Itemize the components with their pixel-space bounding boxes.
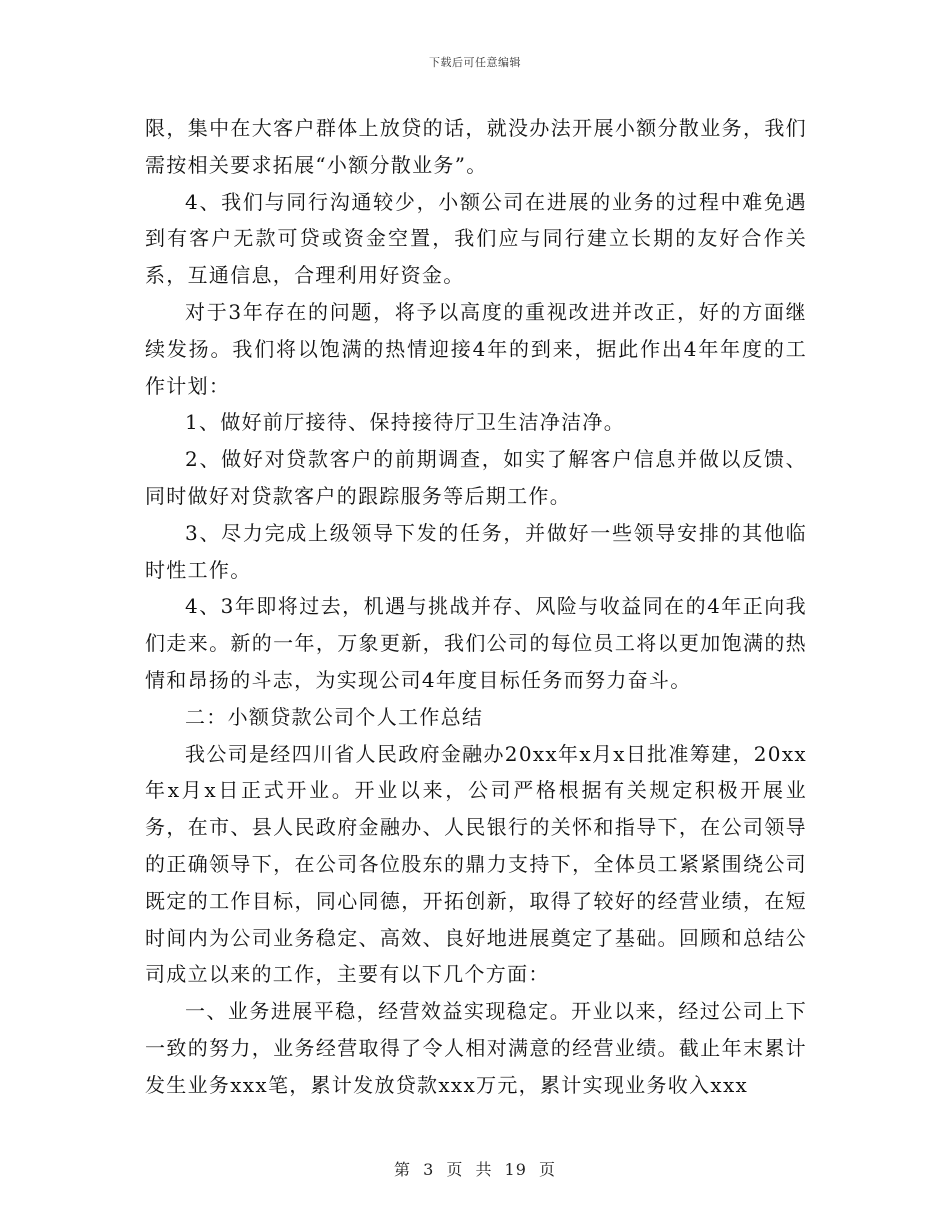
- paragraph-plan-item-3: 3、尽力完成上级领导下发的任务，并做好一些领导安排的其他临时性工作。: [145, 520, 807, 582]
- paragraph-plan-item-2: 2、做好对贷款客户的前期调查，如实了解客户信息并做以反馈、同时做好对贷款客户的跟踪服务等后期工作。: [145, 447, 807, 508]
- section-heading-2: 二：小额贷款公司个人工作总结: [185, 704, 484, 729]
- paragraph-plan-item-1: 1、做好前厅接待、保持接待厅卫生洁净洁净。: [185, 410, 626, 435]
- paragraph-company-intro: 我公司是经四川省人民政府金融办20xx年x月x日批准筹建，20xx年x月x日正式开业。开业以来，公司严格根据有关规定积极开展业务，在市、县人民政府金融办、人民银行的关怀和指导下，在公司领导的正确领导下，在公司各位股东的鼎力支持下，全体员工紧紧围绕公司既定的工作目标，同心同德，开拓创新，取得了较好的经营业绩，在短时间内为公司业务稳定、高效、良好地进展奠定了基础。回顾和总结公司成立以来的工作，主要有以下几个方面：: [145, 741, 807, 987]
- page-header-note: 下载后可任意编辑: [429, 56, 521, 69]
- paragraph-continuation: 限，集中在大客户群体上放贷的话，就没办法开展小额分散业务，我们需按相关要求拓展“小额分散业务”。: [145, 116, 807, 177]
- paragraph-plan-item-4: 4、3年即将过去，机遇与挑战并存、风险与收益同在的4年正向我们走来。新的一年，万象更新，我们公司的每位员工将以更加饱满的热情和昂扬的斗志，为实现公司4年度目标任务而努力奋斗。: [145, 594, 807, 692]
- document-body: [145, 110, 807, 1104]
- paragraph-item-4-communication: 4、我们与同行沟通较少，小额公司在进展的业务的过程中难免遇到有客户无款可贷或资金空置，我们应与同行建立长期的友好合作关系，互通信息，合理利用好资金。: [145, 189, 807, 288]
- page-number-footer: 第 3 页 共 19 页: [394, 1160, 556, 1179]
- paragraph-plan-intro: 对于3年存在的问题，将予以高度的重视改进并改正，好的方面继续发扬。我们将以饱满的热情迎接4年的到来，据此作出4年年度的工作计划：: [145, 299, 807, 398]
- paragraph-business-progress: 一、业务进展平稳，经营效益实现稳定。开业以来，经过公司上下一致的努力，业务经营取得了令人相对满意的经营业绩。截止年末累计发生业务xxx笔，累计发放贷款xxx万元，累计实现业务收入xxx: [145, 999, 807, 1097]
